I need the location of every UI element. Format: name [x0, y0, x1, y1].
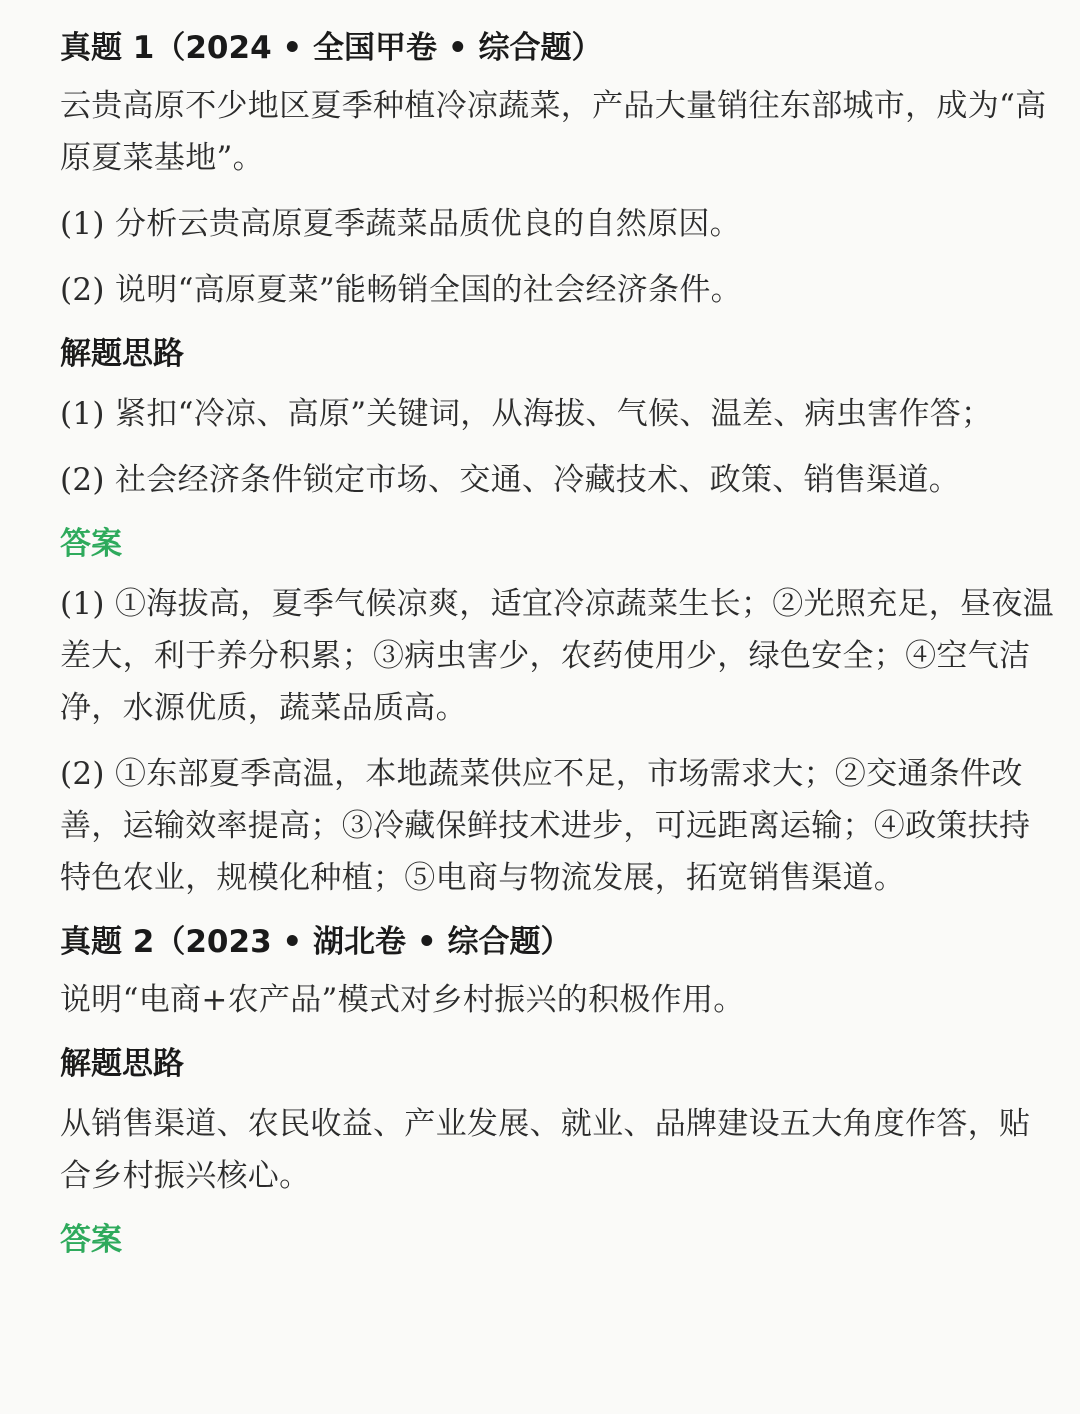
- question-2-heading: 真题 2（2023 • 湖北卷 • 综合题）: [60, 924, 572, 960]
- question-1-stem: 云贵高原不少地区夏季种植冷凉蔬菜，产品大量销往东部城市，成为“高原夏菜基地”。: [60, 88, 1047, 176]
- question-2-stem: 说明“电商+农产品”模式对乡村振兴的积极作用。: [60, 982, 745, 1018]
- question-1-answer-2: (2) ①东部夏季高温，本地蔬菜供应不足，市场需求大；②交通条件改善，运输效率提高；③冷藏保鲜技术进步，可远距离运输；④政策扶持特色农业，规模化种植；⑤电商与物流发展，拓宽销售渠道。: [60, 756, 1031, 896]
- question-1-sub-2: (2) 说明“高原夏菜”能畅销全国的社会经济条件。: [60, 272, 742, 308]
- question-1-answer-1: (1) ①海拔高，夏季气候凉爽，适宜冷凉蔬菜生长；②光照充足，昼夜温差大，利于养分积累；③病虫害少，农药使用少，绿色安全；④空气洁净，水源优质，蔬菜品质高。: [60, 586, 1054, 726]
- question-1-heading: 真题 1（2024 • 全国甲卷 • 综合题）: [60, 30, 603, 66]
- question-1-thinking-2: (2) 社会经济条件锁定市场、交通、冷藏技术、政策、销售渠道。: [60, 462, 961, 498]
- question-1-thinking-title: 解题思路: [60, 336, 184, 372]
- question-2-thinking: 从销售渠道、农民收益、产业发展、就业、品牌建设五大角度作答，贴合乡村振兴核心。: [60, 1106, 1031, 1194]
- question-1-answer-title: 答案: [60, 526, 122, 562]
- question-1-sub-1: (1) 分析云贵高原夏季蔬菜品质优良的自然原因。: [60, 206, 741, 242]
- question-1-thinking-1: (1) 紧扣“冷凉、高原”关键词，从海拔、气候、温差、病虫害作答；: [60, 396, 993, 432]
- question-2-answer-title: 答案: [60, 1222, 122, 1258]
- question-2-thinking-title: 解题思路: [60, 1046, 184, 1082]
